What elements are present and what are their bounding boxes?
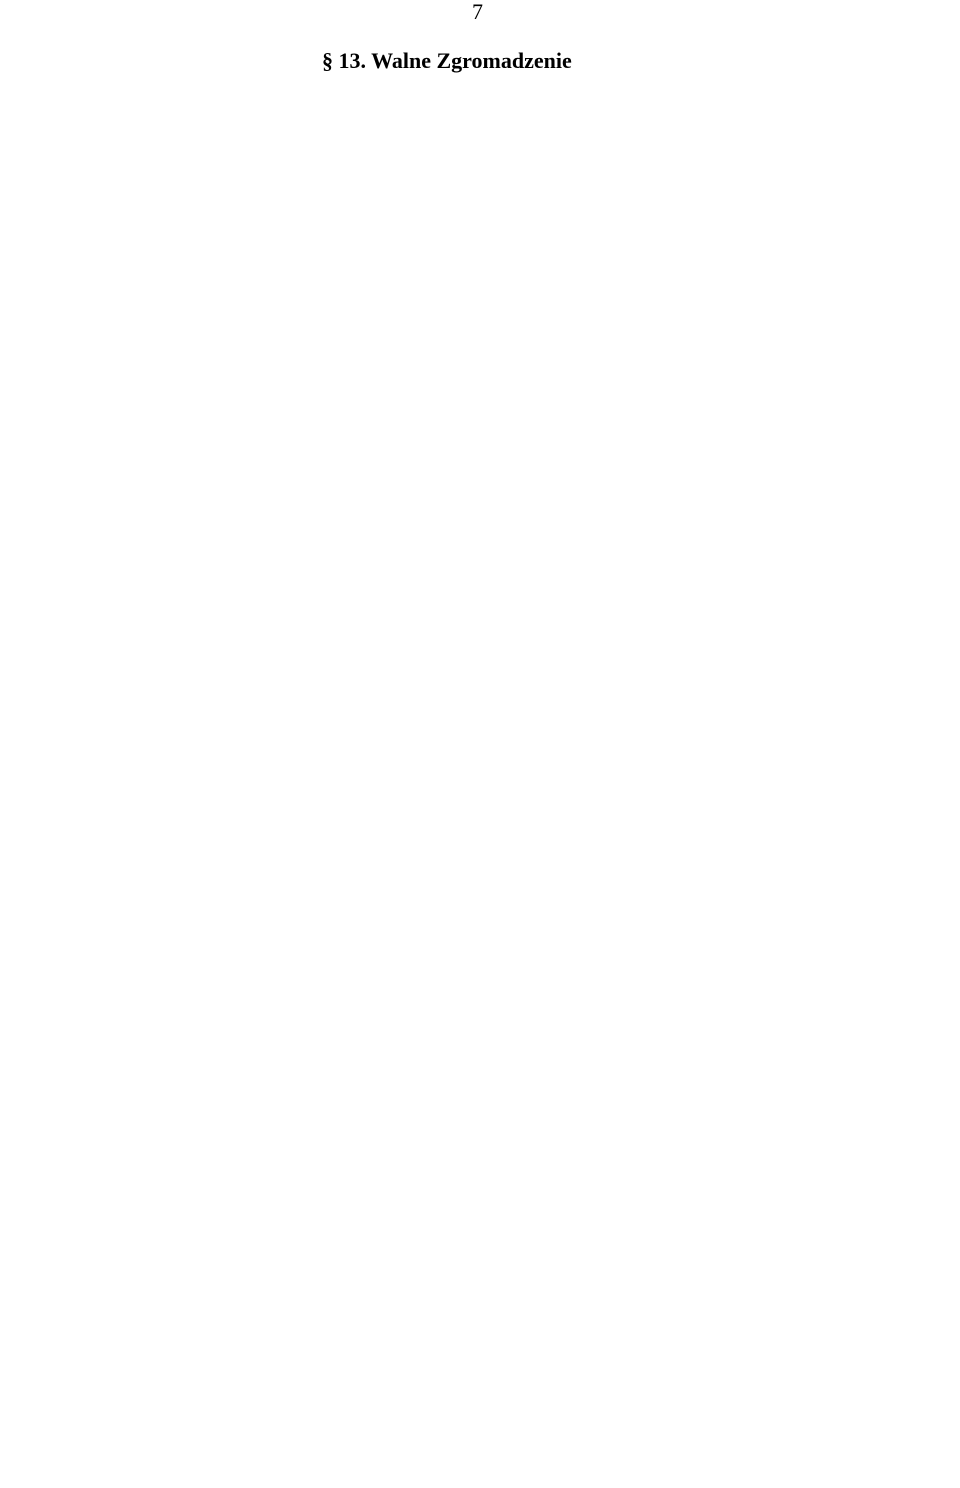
section-heading: § 13. Walne Zgromadzenie	[322, 48, 572, 73]
page-number: 7	[472, 0, 483, 24]
